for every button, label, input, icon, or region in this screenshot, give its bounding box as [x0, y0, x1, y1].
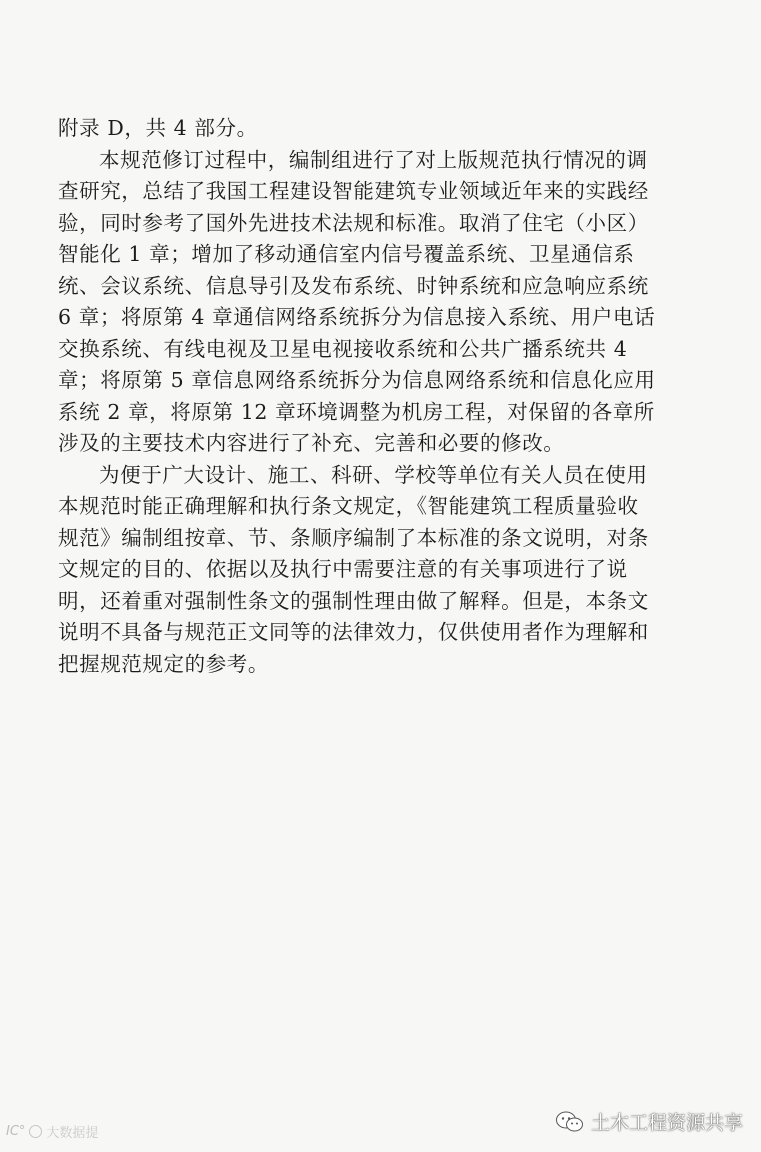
watermark-right-text: 土木工程资源共享 — [591, 1112, 744, 1134]
text-line: 把握规范规定的参考。 — [58, 651, 269, 676]
text-line: 交换系统、有线电视及卫星电视接收系统和公共广播系统共 4 — [58, 336, 628, 361]
paragraph — [58, 113, 708, 145]
watermark-mark: IC° — [6, 1124, 26, 1139]
text-line: 智能化 1 章；增加了移动通信室内信号覆盖系统、卫星通信系 — [58, 242, 635, 266]
text-line: 章；将原第 5 章信息网络系统拆分为信息网络系统和信息化应用 — [58, 368, 656, 392]
circle-logo-icon — [29, 1125, 42, 1138]
text-line: 附录 D，共 4 部分。 — [58, 116, 258, 140]
bottom-left-watermark — [6, 1122, 98, 1141]
text-line: 明，还着重对强制性条文的强制性理由做了解释。但是，本条文 — [58, 588, 649, 613]
paragraph — [58, 145, 708, 460]
text-line: 规范》编制组按章、节、条顺序编制了本标准的条文说明，对条 — [58, 525, 649, 550]
text-line: 说明不具备与规范正文同等的法律效力，仅供使用者作为理解和 — [58, 620, 649, 644]
text-line: 本规范修订过程中，编制组进行了对上版规范执行情况的调 — [99, 147, 648, 172]
document-body — [58, 113, 708, 680]
text-line: 文规定的目的、依据以及执行中需要注意的有关事项进行了说 — [58, 557, 628, 581]
text-line: 统、会议系统、信息导引及发布系统、时钟系统和应急响应系统 — [58, 273, 649, 298]
bottom-right-watermark — [555, 1108, 743, 1135]
text-line: 6 章；将原第 4 章通信网络系统拆分为信息接入系统、用户电话 — [58, 305, 656, 329]
text-line: 系统 2 章，将原第 12 章环境调整为机房工程，对保留的各章所 — [58, 399, 655, 424]
text-line: 验，同时参考了国外先进技术法规和标准。取消了住宅（小区） — [58, 210, 649, 235]
text-line: 为便于广大设计、施工、科研、学校等单位有关人员在使用 — [99, 462, 648, 487]
wechat-icon — [555, 1110, 585, 1134]
text-line: 查研究，总结了我国工程建设智能建筑专业领域近年来的实践经 — [58, 179, 649, 203]
paragraph — [58, 460, 708, 681]
watermark-left-text: 大数据提 — [46, 1126, 99, 1141]
text-line: 本规范时能正确理解和执行条文规定，《智能建筑工程质量验收 — [58, 494, 639, 518]
text-line: 涉及的主要技术内容进行了补充、完善和必要的修改。 — [58, 431, 565, 455]
